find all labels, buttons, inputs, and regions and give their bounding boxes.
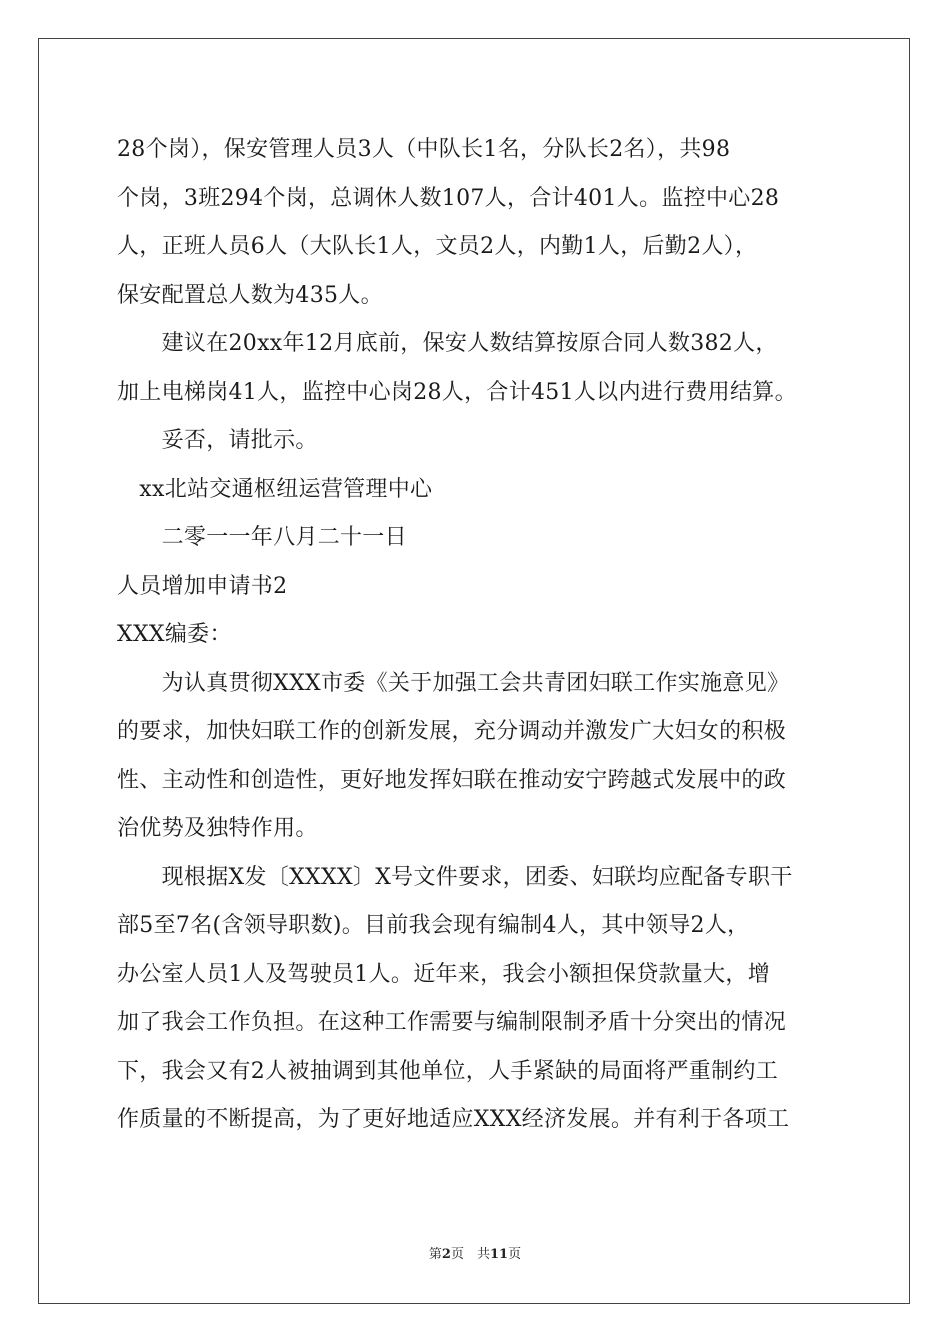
signature-org: xx北站交通枢纽运营管理中心	[117, 476, 433, 502]
page-total: 11	[489, 1247, 509, 1262]
text-line: 保安配置总人数为435人。	[117, 282, 383, 308]
text-line: 人，正班人员6人（大队长1人，文员2人，内勤1人，后勤2人），	[117, 234, 758, 259]
text-line: 28个岗），保安管理人员3人（中队长1名，分队长2名），共98	[117, 137, 731, 162]
text-line: 治优势及独特作用。	[117, 816, 318, 841]
page-current: 2	[441, 1247, 451, 1262]
text-line: 加了我会工作负担。在这种工作需要与编制限制矛盾十分突出的情况	[117, 1010, 787, 1035]
text-line: 部5至7名(含领导职数)。目前我会现有编制4人，其中领导2人，	[117, 913, 750, 938]
page-mid: 页 共	[450, 1247, 490, 1262]
text-line: 作质量的不断提高，为了更好地适应XXX经济发展。并有利于各项工	[117, 1107, 790, 1132]
text-line: 加上电梯岗41人，监控中心岗28人，合计451人以内进行费用结算。	[117, 379, 797, 405]
text-line: 性、主动性和创造性，更好地发挥妇联在推动安宁跨越式发展中的政	[117, 767, 787, 793]
text-line: 为认真贯彻XXX市委《关于加强工会共青团妇联工作实施意见》	[117, 670, 790, 696]
text-line: 妥否，请批示。	[117, 428, 318, 453]
text-line: 办公室人员1人及驾驶员1人。近年来，我会小额担保贷款量大，增	[117, 961, 770, 987]
section-title: 人员增加申请书2	[117, 573, 288, 599]
text-line: 个岗，3班294个岗，总调休人数107人，合计401人。监控中心28	[117, 185, 780, 211]
text-line: 的要求，加快妇联工作的创新发展，充分调动并激发广大妇女的积极	[117, 719, 787, 744]
page-footer	[0, 1245, 950, 1265]
text-line: 下，我会又有2人被抽调到其他单位，人手紧缺的局面将严重制约工	[117, 1058, 778, 1084]
page-prefix: 第	[428, 1247, 442, 1262]
text-line: 建议在20xx年12月底前，保安人数结算按原合同人数382人，	[117, 331, 778, 356]
text-line: 现根据X发〔XXXX〕X号文件要求，团委、妇联均应配备专职干	[117, 864, 793, 890]
salutation: XXX编委：	[117, 622, 232, 647]
signature-date: 二零一一年八月二十一日	[117, 525, 407, 550]
document-body	[117, 126, 837, 1145]
page-suffix: 页	[508, 1247, 522, 1262]
